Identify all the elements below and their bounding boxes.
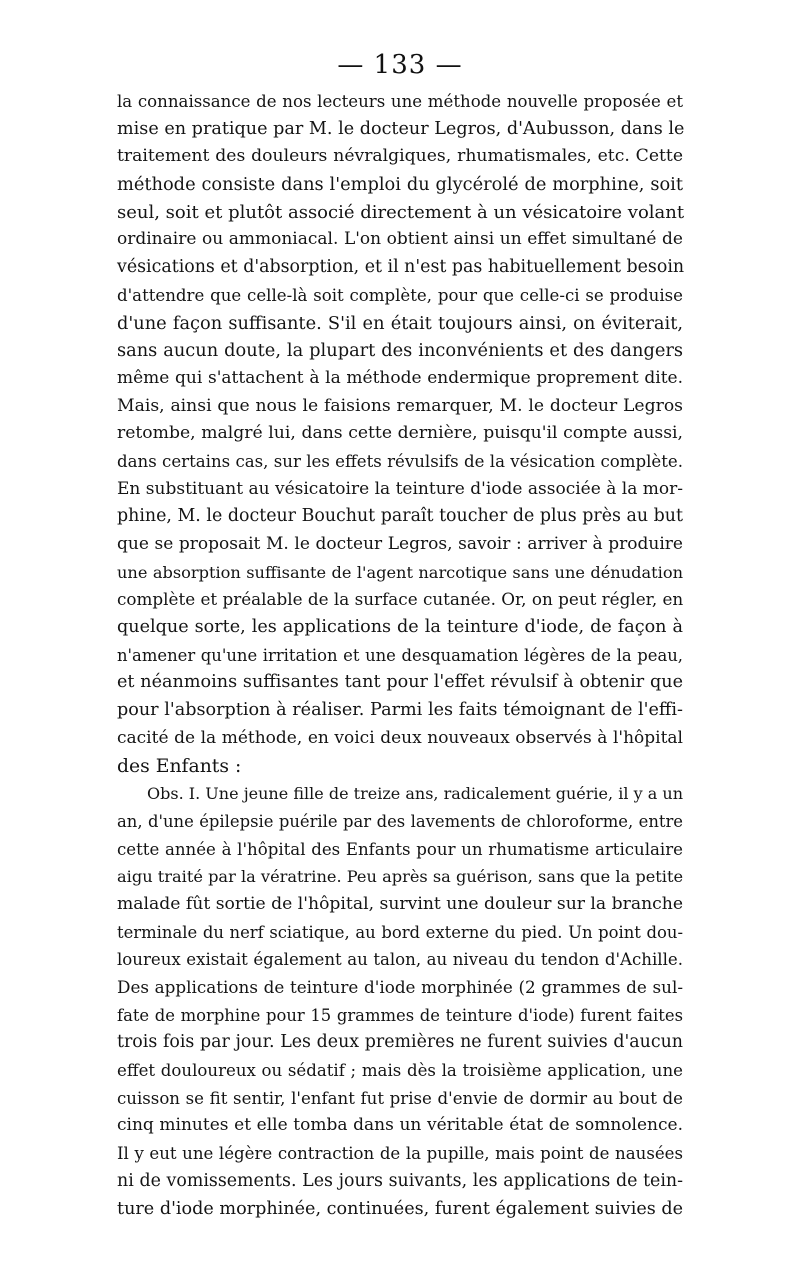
- text-line: seul, soit et plutôt associé directement à un vésicatoire volant: [117, 201, 685, 223]
- text-line: d'une façon suffisante. S'il en était toujours ainsi, on éviterait,: [117, 312, 683, 334]
- text-line: une absorption suffisante de l'agent narcotique sans une dénudation: [117, 562, 683, 582]
- text-line: d'attendre que celle-là soit complète, pour que celle-ci se produise: [117, 285, 683, 305]
- text-line: retombe, malgré lui, dans cette dernière, puisqu'il compte aussi,: [117, 423, 683, 444]
- text-line: malade fût sortie de l'hôpital, survint une douleur sur la branche: [117, 893, 684, 914]
- text-line: aigu traité par la vératrine. Peu après sa guérison, sans que la petite: [117, 867, 684, 887]
- text-line: complète et préalable de la surface cutanée. Or, on peut régler, en: [117, 589, 684, 610]
- text-line: traitement des douleurs névralgiques, rhumatismales, etc. Cette: [117, 146, 683, 167]
- page-number: — 133 —: [337, 50, 463, 80]
- text-line: des Enfants :: [117, 755, 242, 777]
- text-line: la connaissance de nos lecteurs une méthode nouvelle proposée et: [117, 92, 683, 111]
- text-line: pour l'absorption à réaliser. Parmi les faits témoignant de l'effi-: [117, 700, 683, 721]
- text-line: an, d'une épilepsie puérile par des lavements de chloroforme, entre: [117, 811, 683, 831]
- text-line: n'amener qu'une irritation et une desquamation légères de la peau,: [117, 645, 683, 665]
- text-line: trois fois par jour. Les deux premières ne furent suivies d'aucun: [117, 1032, 683, 1053]
- text-line: vésications et d'absorption, et il n'est pas habituellement besoin: [117, 257, 685, 278]
- text-line: Mais, ainsi que nous le faisions remarquer, M. le docteur Legros: [117, 395, 683, 416]
- text-line: sans aucun doute, la plupart des inconvénients et des dangers: [117, 340, 683, 362]
- text-line: cacité de la méthode, en voici deux nouveaux observés à l'hôpital: [117, 727, 683, 748]
- text-line: En substituant au vésicatoire la teinture d'iode associée à la mor-: [117, 478, 683, 499]
- text-line: dans certains cas, sur les effets révulsifs de la vésication complète.: [117, 451, 683, 471]
- text-line: ture d'iode morphinée, continuées, furent également suivies de: [117, 1198, 684, 1219]
- text-line: loureux existait également au talon, au niveau du tendon d'Achille.: [117, 950, 683, 970]
- text-line: effet douloureux ou sédatif ; mais dès la troisième application, une: [117, 1061, 683, 1081]
- text-line: terminale du nerf sciatique, au bord externe du pied. Un point dou-: [117, 922, 683, 942]
- text-line: cinq minutes et elle tomba dans un véritable état de somnolence.: [117, 1115, 683, 1136]
- text-line: que se proposait M. le docteur Legros, savoir : arriver à produire: [117, 534, 683, 554]
- text-line: Il y eut une légère contraction de la pupille, mais point de nausées: [117, 1144, 683, 1164]
- text-line: mise en pratique par M. le docteur Legros, d'Aubusson, dans le: [117, 118, 685, 139]
- text-line: phine, M. le docteur Bouchut paraît toucher de plus près au but: [117, 506, 683, 527]
- text-line: et néanmoins suffisantes tant pour l'effet révulsif à obtenir que: [117, 672, 683, 693]
- text-line: quelque sorte, les applications de la teinture d'iode, de façon à: [117, 617, 683, 638]
- text-line: cette année à l'hôpital des Enfants pour un rhumatisme articulaire: [117, 839, 683, 859]
- text-line: fate de morphine pour 15 grammes de teinture d'iode) furent faites: [117, 1005, 683, 1025]
- text-line: cuisson se fit sentir, l'enfant fut prise d'envie de dormir au bout de: [117, 1088, 683, 1108]
- text-line: Des applications de teinture d'iode morphinée (2 grammes de sul-: [117, 977, 683, 997]
- text-line: Obs. I. Une jeune fille de treize ans, radicalement guérie, il y a un: [147, 784, 683, 804]
- body-text: [117, 88, 683, 1223]
- text-line: même qui s'attachent à la méthode endermique proprement dite.: [117, 367, 683, 388]
- text-line: méthode consiste dans l'emploi du glycérolé de morphine, soit: [117, 174, 683, 196]
- text-line: ordinaire ou ammoniacal. L'on obtient ainsi un effet simultané de: [117, 229, 683, 250]
- text-line: ni de vomissements. Les jours suivants, les applications de tein-: [117, 1170, 683, 1191]
